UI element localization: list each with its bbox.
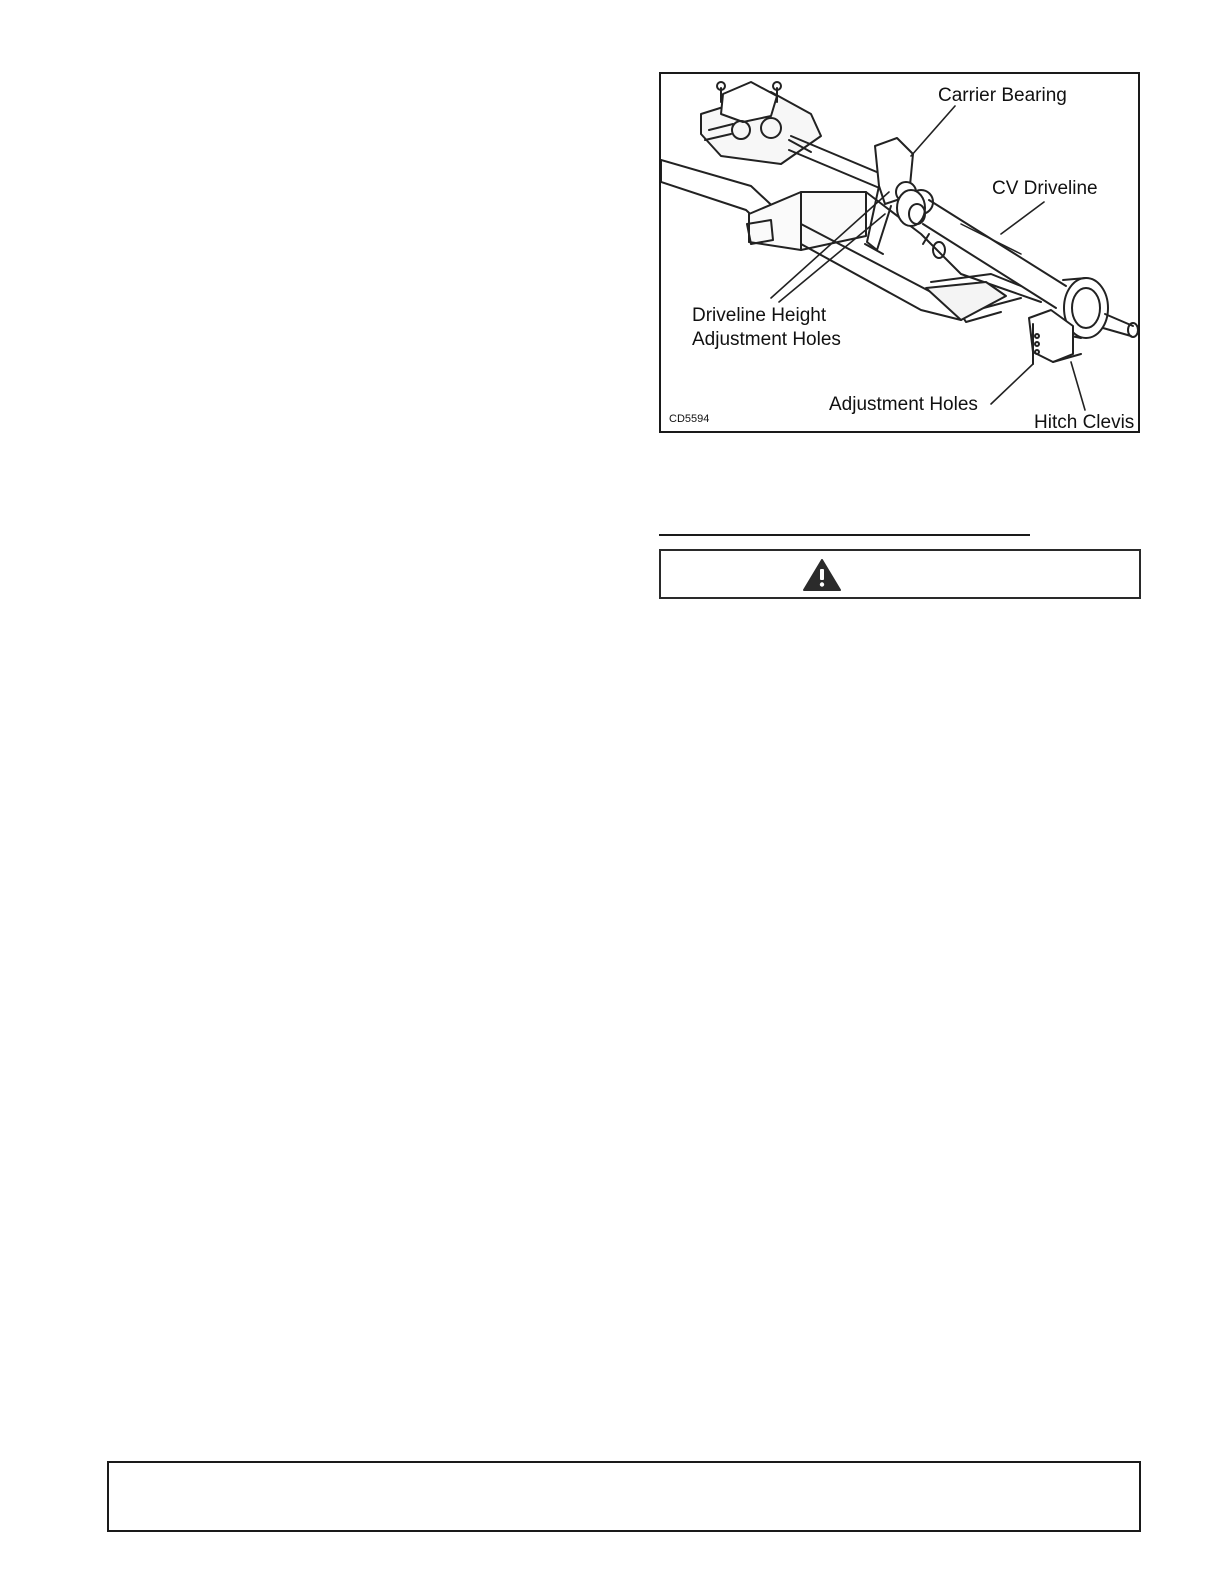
label-carrier-bearing: Carrier Bearing [938,85,1067,106]
figure-code: CD5594 [669,413,710,425]
label-adjustment-holes: Adjustment Holes [829,394,978,415]
label-driveline-height-line1: Driveline Height [692,305,827,326]
label-hitch-clevis: Hitch Clevis [1034,412,1135,433]
warning-triangle-icon [803,559,841,591]
footer-box [107,1461,1141,1532]
figure-driveline [659,72,1140,433]
label-driveline-height-line2: Adjustment Holes [692,329,841,350]
warning-box [659,549,1141,599]
label-cv-driveline: CV Driveline [992,178,1098,199]
section-rule [659,534,1030,536]
driveline-illustration [661,74,1138,431]
